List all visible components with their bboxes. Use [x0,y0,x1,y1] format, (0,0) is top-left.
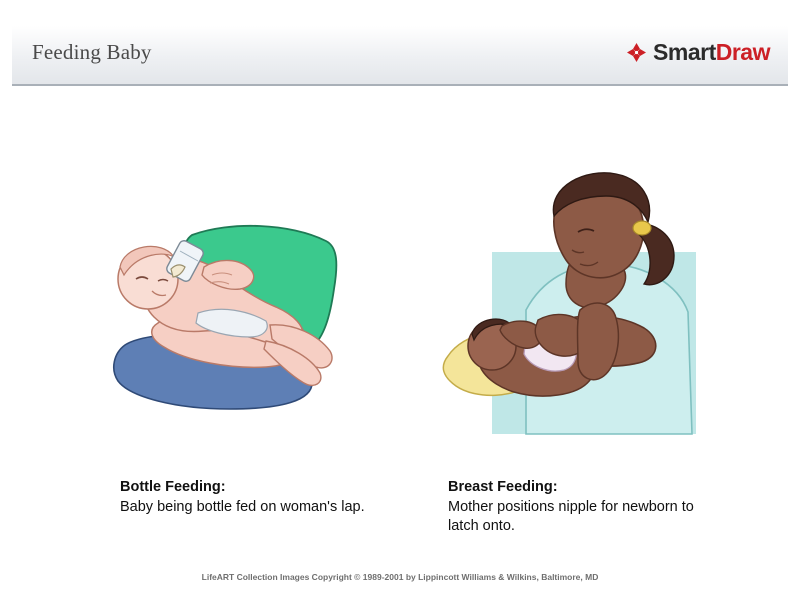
caption-body: Mother positions nipple for newborn to latch onto. [448,498,694,535]
caption-title: Breast Feeding: [448,479,558,495]
logo-text-smart: Smart [653,39,716,65]
caption-bottle-feeding [120,478,370,517]
smartdraw-logo [626,39,770,66]
copyright-footer: LifeART Collection Images Copyright © 1989-2001 by Lippincott Williams & Wilkins, Baltimore, MD [201,572,599,582]
caption-breast-feeding [448,478,708,537]
logo-text-draw: Draw [715,39,770,65]
smartdraw-diamond-icon [626,42,647,63]
caption-body: Baby being bottle fed on woman's lap. [120,498,365,515]
page-title: Feeding Baby [32,40,152,64]
smartdraw-wordmark [653,39,770,66]
caption-title: Bottle Feeding: [120,479,226,495]
slide-header [12,26,788,86]
breast-feeding-illustration [430,160,710,440]
bottle-feeding-illustration [80,195,360,435]
